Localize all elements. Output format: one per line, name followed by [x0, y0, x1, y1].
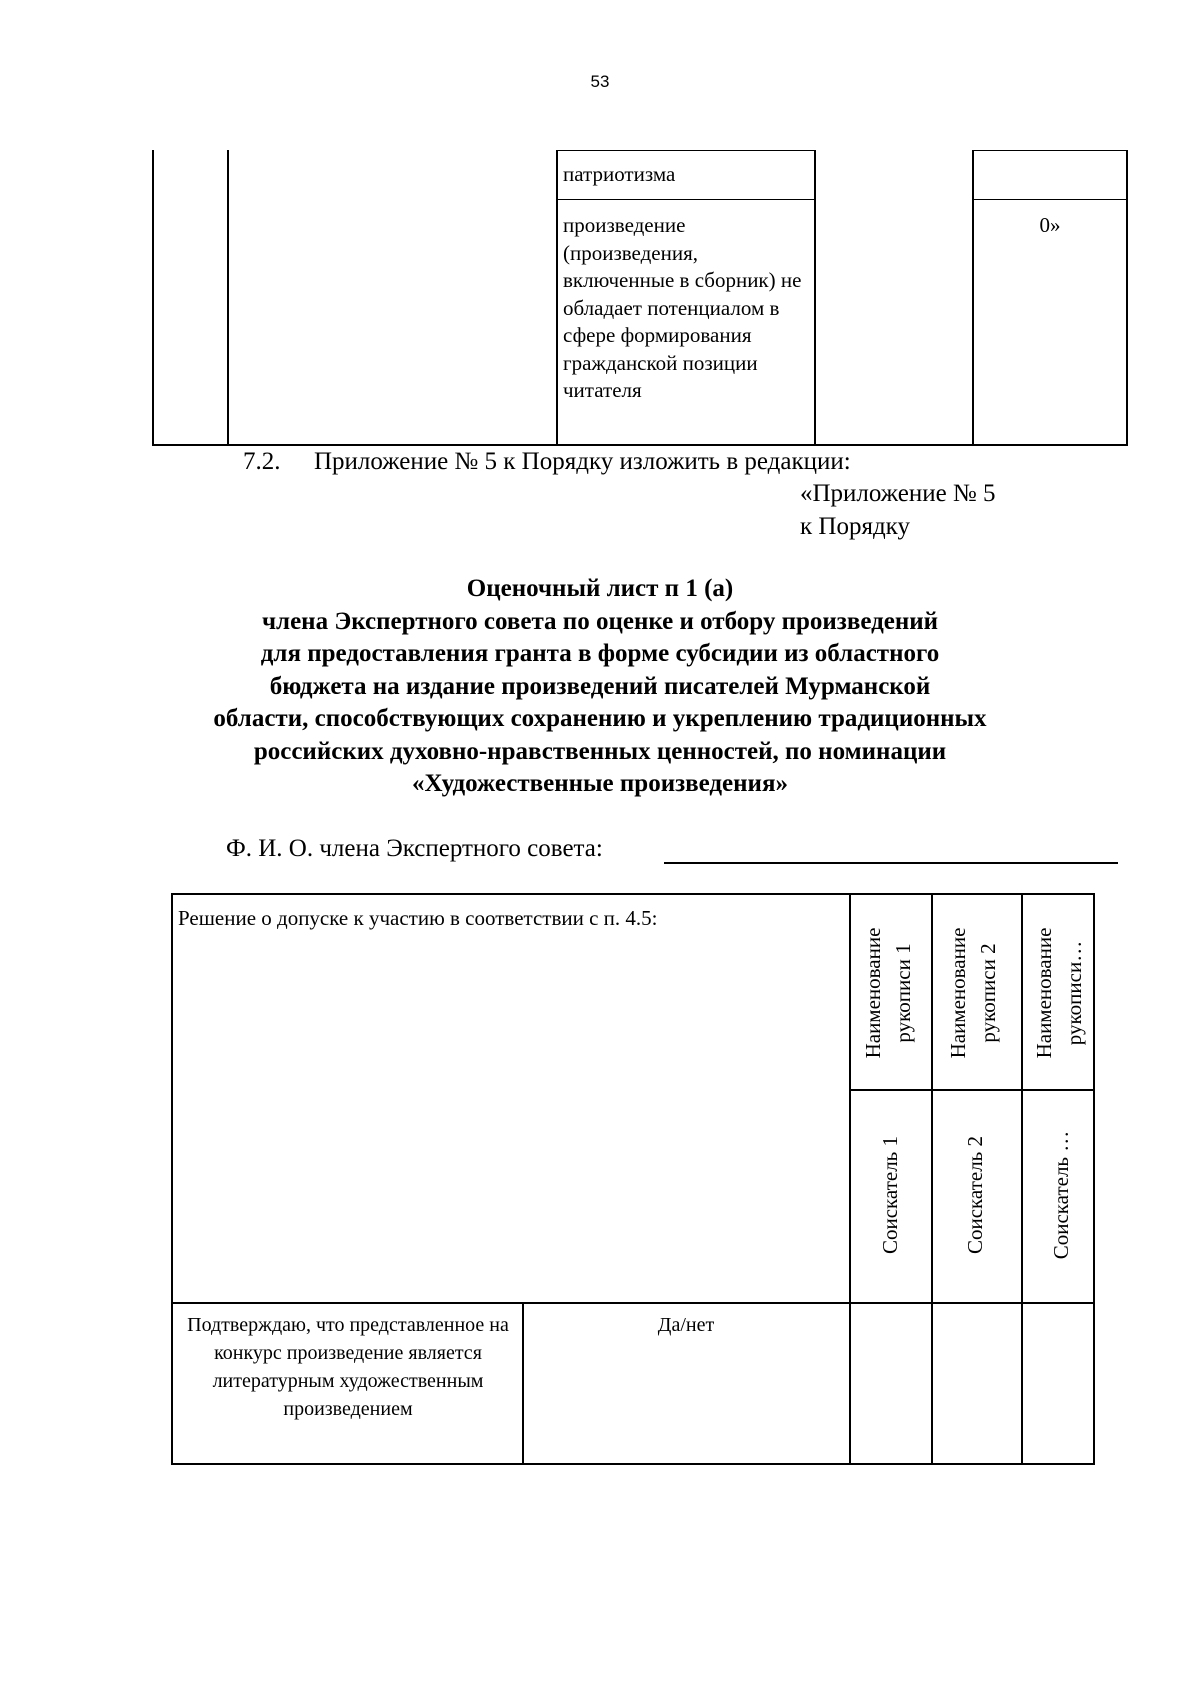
title-line: области, способствующих сохранению и укреплению традиционных: [213, 705, 987, 732]
criterion-cell: патриотизма: [563, 162, 676, 186]
applicant-header: Соискатель …: [1049, 1130, 1073, 1260]
title-line: российских духовно-нравственных ценностей, по номинации: [253, 737, 947, 765]
criterion-cell: Подтверждаю, что представленное на конкурс произведение является литературным художественным произведением: [187, 1314, 509, 1420]
paragraph-text: Приложение № 5 к Порядку изложить в редакции:: [314, 448, 851, 475]
title-line: Оценочный лист п 1 (а): [466, 575, 734, 602]
title-line: «Художественные произведения»: [411, 770, 788, 797]
applicant-header: Соискатель 1: [878, 1135, 902, 1255]
answer-input-cell[interactable]: [935, 1306, 1019, 1462]
manuscript-header: Наименование рукописи 1: [861, 927, 915, 1059]
title-line: члена Экспертного совета по оценке и отбору произведений: [261, 607, 939, 635]
expert-name-label: Ф. И. О. члена Экспертного совета:: [226, 835, 603, 862]
manuscript-header: Наименование рукописи 2: [946, 927, 1000, 1059]
answer-input-cell[interactable]: [1025, 1306, 1091, 1462]
page-number: 53: [590, 72, 610, 91]
document-title: [150, 573, 1050, 801]
paragraph-number: 7.2.: [243, 448, 281, 475]
criterion-cell: произведение (произведения, включенные в сборник) не обладает потенциалом в сфере формирования гражданской позиции читателя: [563, 213, 802, 402]
annex-reference: к Порядку: [800, 513, 910, 540]
applicant-header: Соискатель 2: [963, 1135, 987, 1255]
annex-reference: «Приложение № 5: [800, 480, 996, 507]
admission-header: Решение о допуске к участию в соответствии с п. 4.5:: [178, 906, 658, 930]
answer-cell: Да/нет: [657, 1314, 715, 1336]
score-cell: 0»: [1039, 213, 1061, 237]
answer-input-cell[interactable]: [853, 1306, 929, 1462]
title-line: бюджета на издание произведений писателей Мурманской: [269, 672, 931, 700]
manuscript-header: Наименование рукописи…: [1032, 927, 1086, 1059]
title-line: для предоставления гранта в форме субсидии из областного: [260, 640, 940, 667]
expert-name-line[interactable]: [664, 862, 1118, 864]
